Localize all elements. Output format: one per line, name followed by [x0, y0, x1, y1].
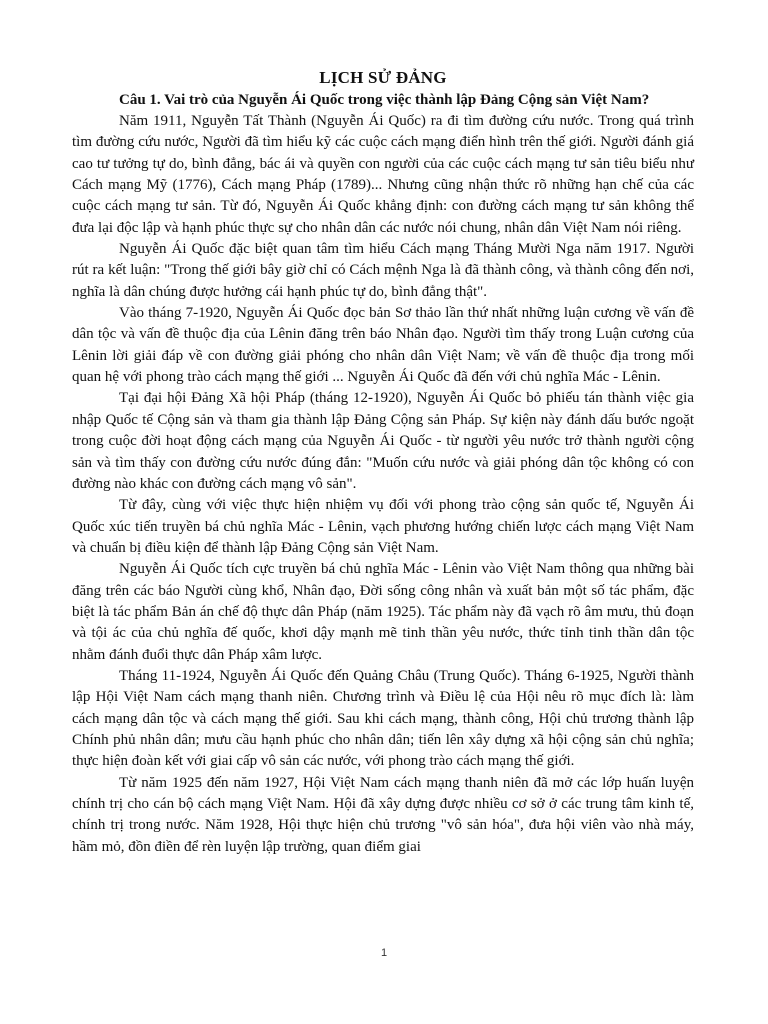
page-title: LỊCH SỬ ĐẢNG: [319, 68, 447, 87]
question-heading: Câu 1. Vai trò của Nguyễn Ái Quốc trong việc thành lập Đảng Cộng sản Việt Nam?: [119, 92, 650, 108]
paragraph-5: Từ đây, cùng với việc thực hiện nhiệm vụ đối với phong trào cộng sản quốc tế, Nguyễn Ái Quốc xúc tiến truyền bá chủ nghĩa Mác - Lênin, vạch phương hướng chiến lược cách mạng Việt Nam và chuẩn bị điều kiện để thành lập Đảng Cộng sản Việt Nam.: [72, 497, 694, 556]
paragraph-2: Nguyễn Ái Quốc đặc biệt quan tâm tìm hiểu Cách mạng Tháng Mười Nga năm 1917. Người rút ra kết luận: "Trong thế giới bây giờ chỉ có Cách mệnh Nga là đã thành công, và thành công đến nơi, nghĩa là dân chúng được hưởng cái hạnh phúc tự do, bình đẳng thật".: [72, 241, 694, 300]
paragraph-8: Từ năm 1925 đến năm 1927, Hội Việt Nam cách mạng thanh niên đã mở các lớp huấn luyện chính trị cho cán bộ cách mạng Việt Nam. Hội đã xây dựng được nhiều cơ sở ở các trung tâm kinh tế, chính trị trong nước. Năm 1928, Hội thực hiện chủ trương "vô sản hóa", đưa hội viên vào nhà máy, hầm mỏ, đồn điền để rèn luyện lập trường, quan điểm giai: [72, 774, 694, 855]
paragraph-4: Tại đại hội Đảng Xã hội Pháp (tháng 12-1920), Nguyễn Ái Quốc bỏ phiếu tán thành việc gia nhập Quốc tế Cộng sản và tham gia thành lập Đảng Cộng sản Pháp. Sự kiện này đánh dấu bước ngoặt trong cuộc đời hoạt động cách mạng của Nguyễn Ái Quốc - từ người yêu nước trở thành người cộng sản và tìm thấy con đường cứu nước đúng đắn: "Muốn cứu nước và giải phóng dân tộc không có con đường nào khác con đường cách mạng vô sản".: [72, 390, 694, 492]
paragraph-6: Nguyễn Ái Quốc tích cực truyền bá chủ nghĩa Mác - Lênin vào Việt Nam thông qua những bài đăng trên các báo Người cùng khổ, Nhân đạo, Đời sống công nhân và xuất bản một số tác phẩm, đặc biệt là tác phẩm Bản án chế độ thực dân Pháp (năm 1925). Tác phẩm này đã vạch rõ âm mưu, thủ đoạn và tội ác của chủ nghĩa đế quốc, khơi dậy mạnh mẽ tinh thần yêu nước, thức tỉnh tinh thần dân tộc nhằm đánh đuổi thực dân Pháp xâm lược.: [72, 561, 694, 663]
paragraph-7: Tháng 11-1924, Nguyễn Ái Quốc đến Quảng Châu (Trung Quốc). Tháng 6-1925, Người thành lập Hội Việt Nam cách mạng thanh niên. Chương trình và Điều lệ của Hội nêu rõ mục đích là: làm cách mạng dân tộc và cách mạng thế giới. Sau khi cách mạng, thành công, Hội chủ trương thành lập Chính phủ nhân dân; mưu cầu hạnh phúc cho nhân dân; tiến lên xây dựng xã hội cộng sản chủ nghĩa; thực hiện đoàn kết với giai cấp vô sản các nước, với phong trào cách mạng thế giới.: [72, 667, 694, 770]
page-number: 1: [380, 947, 388, 959]
paragraph-1: Năm 1911, Nguyễn Tất Thành (Nguyễn Ái Quốc) ra đi tìm đường cứu nước. Trong quá trình tìm đường cứu nước, Người đã tìm hiểu kỹ các cuộc cách mạng điển hình trên thế giới. Người đánh giá cao tư tưởng tự do, bình đẳng, bác ái và quyền con người của các cuộc cách mạng tư sản tiêu biểu như Cách mạng Mỹ (1776), Cách mạng Pháp (1789)... Nhưng cũng nhận thức rõ những hạn chế của các cuộc cách mạng tư sản. Từ đó, Nguyễn Ái Quốc khẳng định: con đường cách mạng tư sản không thể đưa lại độc lập và hạnh phúc thực sự cho nhân dân các nước nói chung, nhân dân Việt Nam nói riêng.: [72, 113, 694, 236]
paragraph-3: Vào tháng 7-1920, Nguyễn Ái Quốc đọc bản Sơ thảo lần thứ nhất những luận cương về vấn đề dân tộc và vấn đề thuộc địa của Lênin đăng trên báo Nhân đạo. Người tìm thấy trong Luận cương của Lênin lời giải đáp về con đường giải phóng cho nhân dân Việt Nam; về vấn đề thuộc địa trong mối quan hệ với phong trào cách mạng thế giới ... Nguyễn Ái Quốc đã đến với chủ nghĩa Mác - Lênin.: [72, 305, 694, 386]
document-page: [72, 66, 694, 858]
